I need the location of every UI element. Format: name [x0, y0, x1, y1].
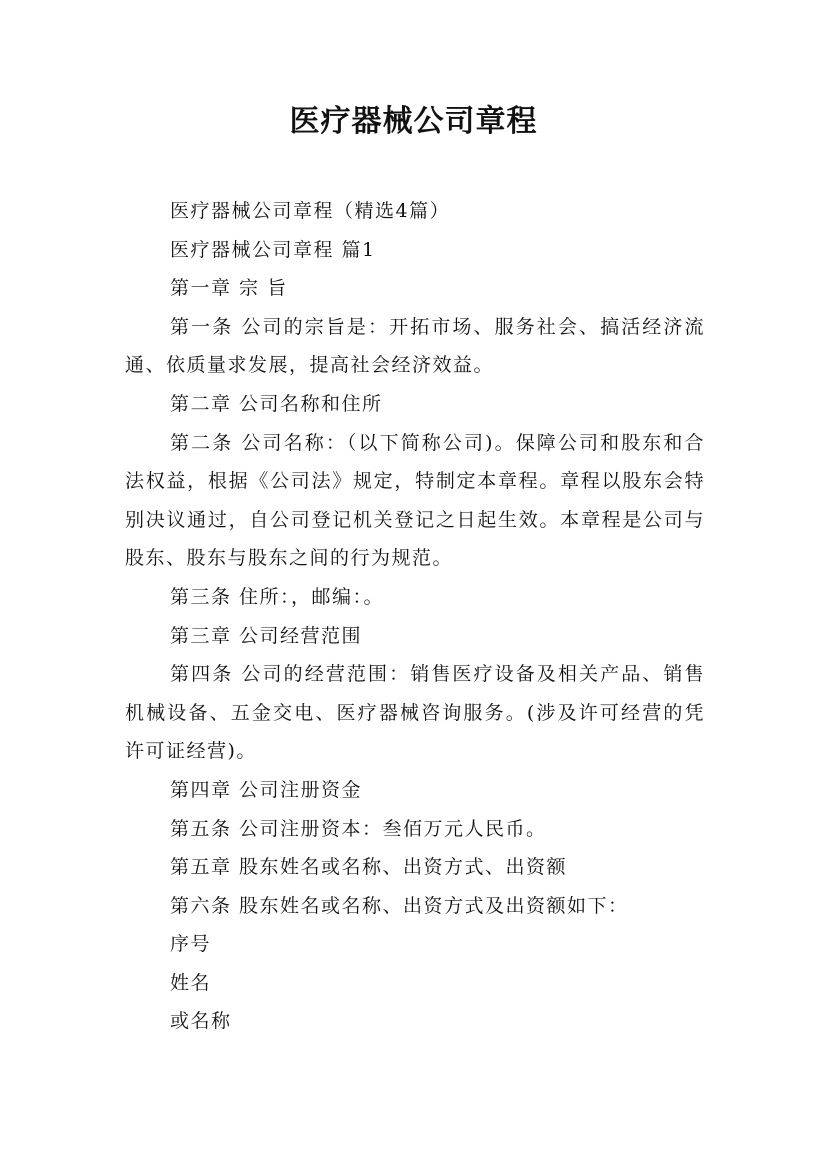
- paragraph-chapter-2: 第二章 公司名称和住所: [170, 392, 383, 415]
- document-title: 医疗器械公司章程: [289, 104, 538, 139]
- paragraph-clause-2: 第二条 公司名称：（以下简称公司)。保障公司和股东和合法权益，根据《公司法》规定，特制定本章程。章程以股东会特别决议通过，自公司登记机关登记之日起生效。本章程是公司与股东、股东与股东之间的行为规范。: [125, 431, 705, 570]
- paragraph-table-col-name: 姓名: [170, 971, 212, 994]
- paragraph-chapter-5: 第五章 股东姓名或名称、出资方式、出资额: [170, 856, 568, 879]
- paragraph-clause-3: 第三条 住所：，邮编：。: [170, 585, 385, 608]
- paragraph-collection-title: 医疗器械公司章程（精选4篇）: [170, 200, 451, 222]
- paragraph-article-heading: 医疗器械公司章程 篇1: [170, 238, 376, 261]
- paragraph-chapter-4: 第四章 公司注册资金: [170, 778, 363, 801]
- paragraph-table-col-number: 序号: [170, 933, 212, 956]
- paragraph-chapter-3: 第三章 公司经营范围: [170, 624, 363, 647]
- paragraph-chapter-1: 第一章 宗 旨: [170, 277, 288, 300]
- paragraph-clause-4: 第四条 公司的经营范围：销售医疗设备及相关产品、销售机械设备、五金交电、医疗器械咨询服务。(涉及许可经营的凭许可证经营)。: [125, 663, 705, 763]
- document-body: [125, 192, 705, 1041]
- paragraph-clause-6: 第六条 股东姓名或名称、出资方式及出资额如下：: [170, 894, 629, 917]
- paragraph-clause-5: 第五条 公司注册资本：叁佰万元人民币。: [170, 817, 547, 840]
- paragraph-clause-1: 第一条 公司的宗旨是：开拓市场、服务社会、搞活经济流通、依质量求发展，提高社会经济效益。: [125, 315, 705, 377]
- paragraph-table-col-or-name: 或名称: [170, 1010, 232, 1033]
